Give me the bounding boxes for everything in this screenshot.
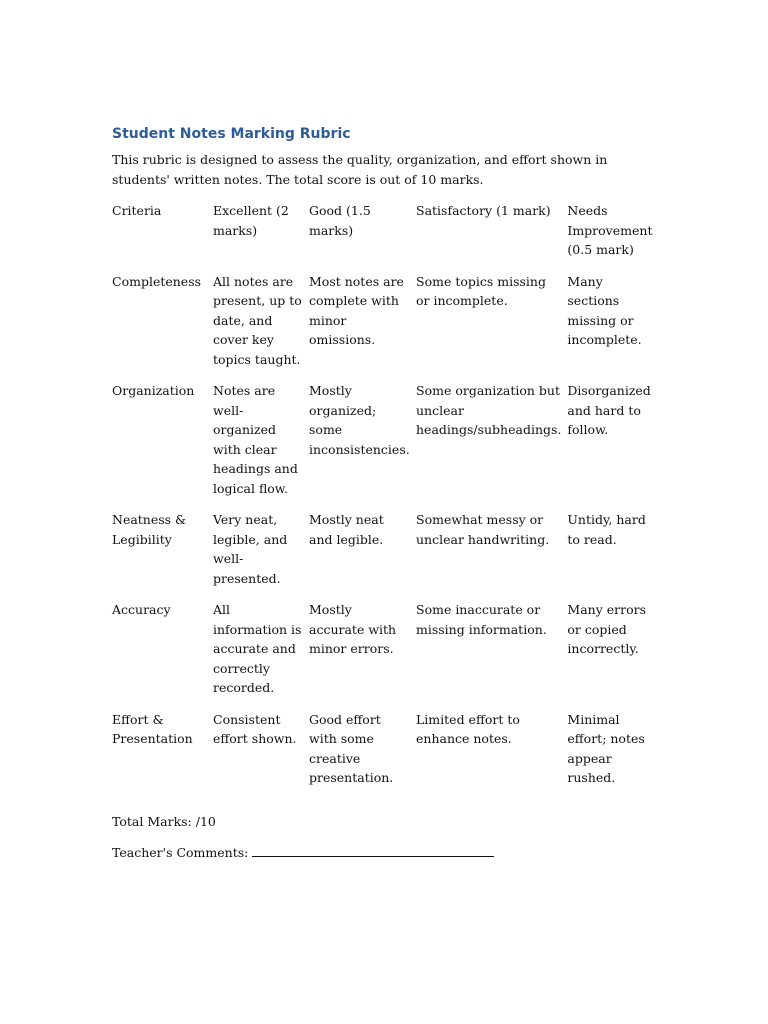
criteria-cell: Accuracy <box>112 602 171 617</box>
table-row <box>112 272 658 382</box>
good-cell: Good effort with some creative presentation. <box>309 711 394 785</box>
needs-improvement-cell: Minimal effort; notes appear rushed. <box>567 711 645 785</box>
needs-improvement-cell: Many errors or copied incorrectly. <box>567 602 646 656</box>
teacher-comments <box>112 843 672 863</box>
needs-improvement-cell: Many sections missing or incomplete. <box>567 273 642 347</box>
criteria-cell: Organization <box>112 383 195 398</box>
comments-blank-line <box>252 844 494 857</box>
criteria-cell: Neatness & Legibility <box>112 512 187 547</box>
table-header-row <box>112 201 658 272</box>
header-excellent: Excellent (2 marks) <box>213 203 289 238</box>
good-cell: Mostly accurate with minor errors. <box>309 602 397 656</box>
criteria-cell: Effort & Presentation <box>112 711 193 746</box>
header-criteria: Criteria <box>112 203 162 218</box>
needs-improvement-cell: Disorganized and hard to follow. <box>567 383 651 437</box>
satisfactory-cell: Some inaccurate or missing information. <box>416 602 547 637</box>
table-row <box>112 710 658 800</box>
header-good: Good (1.5 marks) <box>309 203 371 238</box>
good-cell: Most notes are complete with minor omissions. <box>309 273 404 347</box>
good-cell: Mostly organized; some inconsistencies. <box>309 383 410 457</box>
intro-paragraph: This rubric is designed to assess the quality, organization, and effort shown in students' written notes. The total score is out of 10 marks. <box>112 152 608 187</box>
document-title: Student Notes Marking Rubric <box>112 126 351 142</box>
needs-improvement-cell: Untidy, hard to read. <box>567 512 646 547</box>
rubric-table <box>112 201 658 800</box>
satisfactory-cell: Limited effort to enhance notes. <box>416 711 520 746</box>
header-needs-improvement: Needs Improvement (0.5 mark) <box>567 203 653 257</box>
good-cell: Mostly neat and legible. <box>309 512 384 547</box>
satisfactory-cell: Somewhat messy or unclear handwriting. <box>416 512 550 547</box>
excellent-cell: All information is accurate and correctly recorded. <box>213 602 302 695</box>
satisfactory-cell: Some topics missing or incomplete. <box>416 273 546 308</box>
excellent-cell: Very neat, legible, and well-presented. <box>213 512 288 586</box>
satisfactory-cell: Some organization but unclear headings/subheadings. <box>416 383 562 437</box>
excellent-cell: Consistent effort shown. <box>213 711 297 746</box>
excellent-cell: All notes are present, up to date, and cover key topics taught. <box>213 273 302 367</box>
total-marks: Total Marks: /10 <box>112 813 216 829</box>
table-row <box>112 600 658 710</box>
table-row <box>112 381 658 510</box>
table-row <box>112 510 658 600</box>
criteria-cell: Completeness <box>112 273 202 289</box>
teacher-comments-label: Teacher's Comments: <box>112 845 253 860</box>
excellent-cell: Notes are well-organized with clear headings and logical flow. <box>213 383 298 496</box>
document-page <box>112 124 672 863</box>
header-satisfactory: Satisfactory (1 mark) <box>416 203 551 218</box>
